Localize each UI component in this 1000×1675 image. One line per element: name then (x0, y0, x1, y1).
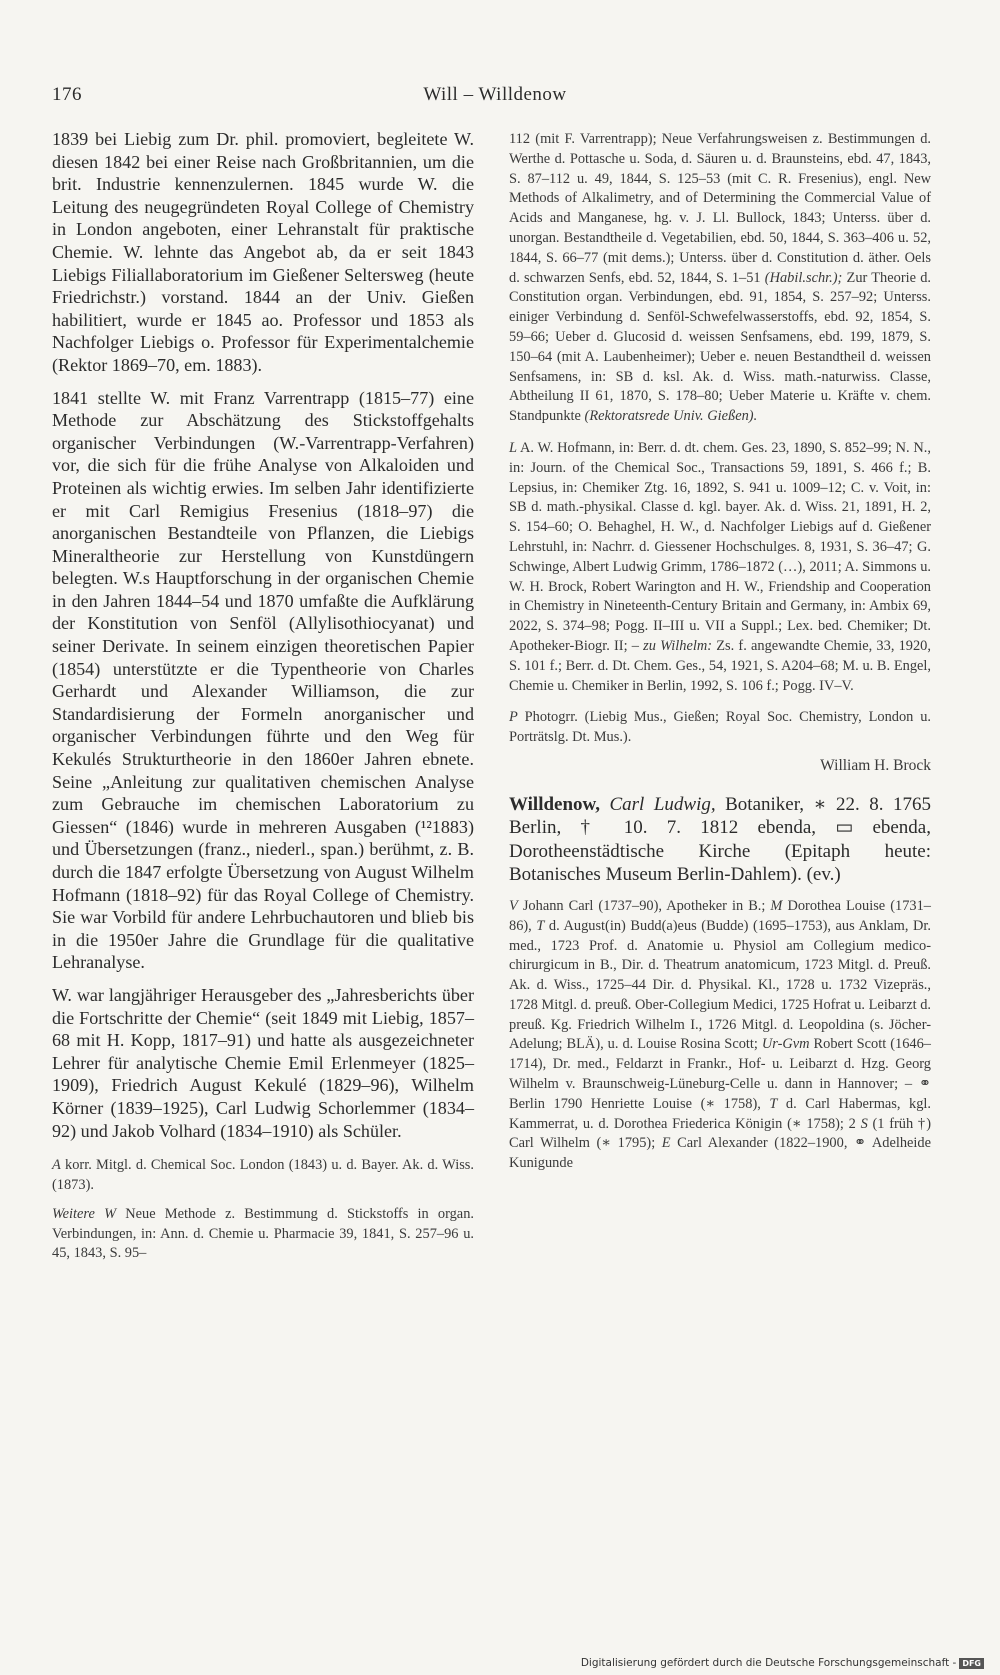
genealogy-text-5: d. Carl Habermas, kgl. Kammerrat, u. d. Dorothea Friederica Königin (∗ 1758); 2 (509, 1095, 931, 1132)
entry-heading (509, 793, 931, 887)
biography-paragraph-3: W. war langjähriger Herausgeber des „Jahresberichts über die Fortschritte der Chemie“ (seit 1849 mit Liebig, 1857–68 mit H. Kopp, 1817–91) und hatte als ausgezeichneter Lehrer für analytische Chemie Emil Erlenmeyer (1825–1909), Friedrich August Kekulé (1829–96), Wilhelm Körner (1839–1925), Carl Ludwig Schorlemmer (1834–92) und Jakob Volhard (1834–1910) als Schüler. (52, 984, 474, 1141)
portraits-text: Photogrr. (Liebig Mus., Gießen; Royal Soc. Chemistry, London u. Porträtslg. Dt. Mus.). (509, 709, 931, 746)
entry-given-names: Carl Ludwig, (599, 793, 716, 815)
biography-paragraph-1: 1839 bei Liebig zum Dr. phil. promoviert, begleitete W. diesen 1842 bei einer Reise nach Großbritannien, um die brit. Industrie kennenzulernen. 1845 wurde W. die Leitung des neugegründeten Royal College of Chemistry in London angeboten, einer Lehranstalt für praktische Chemie. W. lehnte das Angebot ab, da er seit 1843 Liebigs Filiallaboratorium im Gießener Seltersweg (heute Friedrichstr.) vorstand. 1844 an der Univ. Gießen habilitiert, wurde er 1845 ao. Professor und 1853 als Nachfolger Liebigs o. Professor für Experimentalchemie (Rektor 1869–70, em. 1883). (52, 129, 474, 375)
works-habil-note: (Habil.schr.); (764, 269, 843, 286)
works-text: Neue Methode z. Bestimmung d. Stickstoffs in organ. Verbindungen, in: Ann. d. Chemie u. Pharmacie 39, 1841, S. 257–96 u. 45, 1843, S. 95– (52, 1205, 474, 1262)
page-number: 176 (52, 84, 82, 105)
works-continued-text-1: 112 (mit F. Varrentrapp); Neue Verfahrungsweisen z. Bestimmungen d. Werthe d. Pottasche u. Soda, d. Säuren u. d. Braunsteins, ebd. 47, 1843, S. 87–112 u. 49, 1844, S. 125–53 (mit C. R. Fresenius), engl. New Methods of Alkalimetry, and of Determining the Commercial Value of Acids and Manganese, hg. v. J. Ll. Bullock, 1843; Unterss. über d. unorgan. Bestandtheile d. Vegetabilien, ebd. 50, 1844, S. 363–406 u. 52, 1844, S. 66–77 (mit dems.); Unterss. über d. Constitution d. äther. Oels d. schwarzen Senfs, ebd. 52, 1844, S. 1–51 (509, 131, 931, 286)
genealogy-s-marker: S (860, 1115, 868, 1132)
portraits-section (509, 708, 931, 748)
right-column (509, 130, 931, 1183)
page-header (52, 84, 938, 114)
awards-text: korr. Mitgl. d. Chemical Soc. London (1843) u. d. Bayer. Ak. d. Wiss. (1873). (52, 1157, 474, 1193)
works-continued-text-2: Zur Theorie d. Constitution organ. Verbindungen, ebd. 91, 1854, S. 257–92; Unterss. einiger Verbindung d. Senföl-Schwefelwasserstoffs, ebd. 92, 1854, S. 59–66; Ueber d. Glucosid d. weissen Senfsamens, ebd. 199, 1879, S. 150–64 (mit A. Laubenheimer); Ueber e. neuen Bestandtheil d. weissen Senfsamens, in: SB d. ksl. Ak. d. Wiss. math.-naturwiss. Classe, Abtheilung II 61, 1870, S. 178–80; Ueber Materie u. Kräfte v. chem. Standpunkte (509, 269, 931, 425)
literature-text-2: Zs. f. angewandte Chemie, 33, 1920, S. 101 f.; Berr. d. Dt. Chem. Ges., 54, 1921, S. A204–68; M. u. B. Engel, Chemie u. Chemiker in Berlin, 1992, S. 106 f.; Pogg. IV–V. (509, 637, 931, 694)
awards-section (52, 1156, 474, 1196)
genealogy-m-marker: M (770, 897, 783, 914)
works-marker: Weitere W (52, 1205, 117, 1222)
genealogy-v-marker: V (509, 897, 518, 914)
awards-marker: A (52, 1157, 61, 1174)
genealogy-urgvm-marker: Ur-Gvm (761, 1036, 810, 1053)
genealogy-text-2: Dorothea Louise (1731–86), (509, 897, 931, 934)
entry-details: Botaniker, ∗ 22. 8. 1765 Berlin, † 10. 7. 1812 ebenda, ▭ ebenda, Dorotheenstädtische Kirche (Epitaph heute: Botanisches Museum Berlin-Dahlem). (ev.) (509, 793, 931, 886)
genealogy-section (509, 897, 931, 1174)
footer-text: Digitalisierung gefördert durch die Deutsche Forschungsgemeinschaft - (580, 1657, 957, 1669)
literature-text-1: A. W. Hofmann, in: Berr. d. dt. chem. Ges. 23, 1890, S. 852–99; N. N., in: Journ. of the Chemical Soc., Transactions 59, 1891, S. 466 f.; B. Lepsius, in: Chemiker Ztg. 16, 1892, S. 941 u. 1009–12; C. v. Voit, in: SB d. math.-physikal. Classe d. kgl. bayer. Ak. d. Wiss. 21, 1891, H. 2, S. 154–60; O. Behaghel, H. W., d. Nachfolger Liebigs auf d. Gießener Lehrstuhl, in: Nachrr. d. Giessener Hochschulges. 8, 1931, S. 36–47; G. Schwinge, Albert Ludwig Grimm, 1786–1872 (…), 2011; A. Simmons u. W. H. Brock, Robert Warington and H. W., Friendship and Cooperation in Chemistry in Nineteenth-Century Britain and Germany, in: Ambix 69, 2022, S. 374–98; Pogg. II–III u. VII a Suppl.; Lex. bed. Chemiker; Dt. Apotheker-Biogr. II; – (509, 439, 931, 654)
biography-paragraph-2: 1841 stellte W. mit Franz Varrentrapp (1815–77) eine Methode zur Abschätzung des Stickstoffgehalts organischer Verbindungen (W.-Varrentrapp-Verfahren) vor, die sich für die frühe Analyse von Alkaloiden und Proteinen als wichtig erwies. Im selben Jahr identifizierte er mit Carl Remigius Fresenius (1818–97) die anorganischen Bestandteile von Pflanzen, die Liebigs Mineraltheorie zur Herstellung von Kunstdüngern belegten. W.s Hauptforschung in der organischen Chemie in den Jahren 1844–54 und 1870 umfaßte die Aufklärung der Konstitution von Senföl (Allylisothiocyanat) und seiner Derivate. In seinem einzigen theoretischen Papier (1854) unterstützte er die Typentheorie von Charles Gerhardt und Alexander Williamson, die zur Standardisierung der Formeln anorganischer und organischer Verbindungen führte und den Weg für Kekulés Strukturtheorie in den 1860er Jahren ebnete. Seine „Anleitung zur qualitativen chemischen Analyse zum Gebrauche im chemischen Laboratorium zu Giessen“ (1846) wurde in mehreren Ausgaben (¹²1883) und Übersetzungen (franz., niederl., span.) berühmt, z. B. durch die 1847 erfolgte Übersetzung von August Wilhelm Hofmann (1818–92) für das Royal College of Chemistry. Sie war Vorbild für andere Lehrbuchautoren und blieb bis in die 1950er Jahre die Grundlage für die qualitative Lehranalyse. (52, 387, 474, 973)
works-continued (509, 130, 931, 427)
running-head: Will – Willdenow (423, 84, 567, 105)
entry-surname: Willdenow, (509, 793, 600, 815)
genealogy-text-6: (1 früh †) Carl Wilhelm (∗ 1795); (509, 1115, 931, 1152)
literature-section (509, 439, 931, 696)
author-signature: William H. Brock (820, 756, 931, 774)
genealogy-text-4: Robert Scott (1646–1714), Dr. med., Feldarzt in Frankr., Hof- u. Leibarzt d. Hzg. Georg Wilhelm v. Braunschweig-Lüneburg-Celle u. dann in Hannover; – ⚭ Berlin 1790 Henriette Louise (∗ 1758), (509, 1036, 931, 1112)
genealogy-t-marker: T (536, 917, 545, 934)
works-rektorat-note: (Rektoratsrede Univ. Gießen). (584, 408, 758, 425)
literature-marker: L (509, 439, 518, 456)
literature-italic: zu Wilhelm: (643, 637, 713, 654)
genealogy-e-marker: E (661, 1135, 671, 1152)
genealogy-text-3: d. August(in) Budd(a)eus (Budde) (1695–1753), aus Anklam, Dr. med., 1723 Prof. d. Anatomie u. Physiol am Collegium medico-chirurgicum in B., Dir. d. Theatrum anatomicum, 1723 Mitgl. d. Preuß. Ak. d. Wiss., 1725–44 Dir. d. Physikal. Kl., 1728 u. 1732 Vizepräs., 1728 Mitgl. d. preuß. Ober-Collegium Medici, 1725 Hofrat u. Leibarzt d. preuß. Kg. Friedrich Wilhelm I., 1726 Mitgl. d. Leopoldina (s. Jöcher-Adelung; BLÄ), u. d. Louise Rosina Scott; (509, 917, 931, 1053)
dfg-logo: DFG (959, 1658, 984, 1669)
genealogy-text-1: Johann Carl (1737–90), Apotheker in B.; (517, 897, 771, 914)
works-section (52, 1205, 474, 1264)
left-column (52, 128, 474, 1273)
digitization-footer (581, 1657, 984, 1669)
portraits-marker: P (509, 709, 518, 726)
genealogy-text-7: Carl Alexander (1822–1900, ⚭ Adelheide Kunigunde (509, 1135, 931, 1172)
genealogy-t2-marker: T (769, 1095, 778, 1112)
